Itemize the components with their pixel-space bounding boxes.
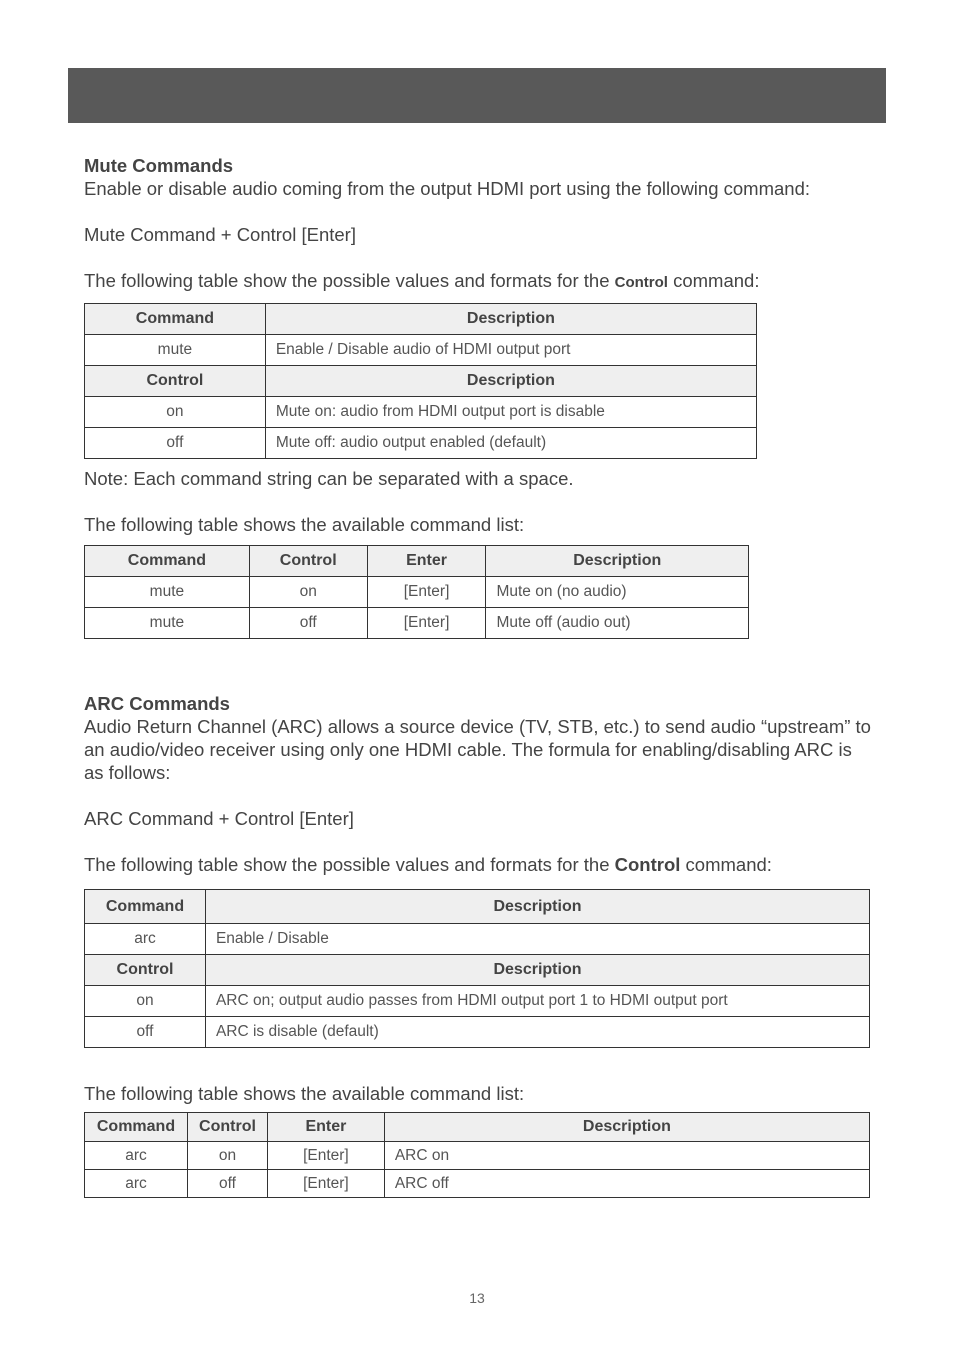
table-cell: on: [187, 1142, 267, 1170]
mute-values-table: [84, 303, 757, 459]
table-row: [85, 428, 757, 459]
arc-intro: Audio Return Channel (ARC) allows a source device (TV, STB, etc.) to send audio “upstream” to an audio/video receiver using only one HDMI cable. The formula for enabling/disabling ARC is as follows:: [84, 716, 871, 783]
table-header-cell: Control: [187, 1113, 267, 1142]
table-header-cell: Command: [85, 546, 250, 577]
mute-formula: Mute Command + Control [Enter]: [84, 224, 356, 245]
table-cell: on: [85, 986, 206, 1017]
table-cell: mute: [85, 608, 250, 639]
table-cell: mute: [85, 577, 250, 608]
table-row: [85, 1142, 870, 1170]
table-header-cell: Description: [205, 890, 869, 924]
table-cell: mute: [85, 335, 266, 366]
table-cell: [Enter]: [267, 1142, 384, 1170]
arc-command-list-table: [84, 1112, 870, 1198]
page-number: 13: [469, 1290, 485, 1306]
table-cell: off: [85, 1017, 206, 1048]
mute-list-intro: The following table shows the available command list:: [84, 514, 525, 535]
table-row: [85, 577, 749, 608]
mute-title: Mute Commands: [84, 155, 234, 176]
table-row: [85, 924, 870, 955]
table-header-row: [85, 546, 749, 577]
table-header-row: [85, 366, 757, 397]
table-cell: arc: [85, 924, 206, 955]
table-header-cell: Description: [265, 304, 756, 335]
table-row: [85, 986, 870, 1017]
header-bar: [68, 68, 886, 123]
arc-section-text: [84, 692, 874, 784]
table-cell: ARC on; output audio passes from HDMI output port 1 to HDMI output port: [205, 986, 869, 1017]
table-cell: Mute on: audio from HDMI output port is disable: [265, 397, 756, 428]
table-row: [85, 335, 757, 366]
mute-table-intro: [84, 269, 874, 294]
table-cell: Enable / Disable: [205, 924, 869, 955]
table-cell: [Enter]: [367, 608, 486, 639]
table-cell: ARC is disable (default): [205, 1017, 869, 1048]
table-cell: arc: [85, 1170, 188, 1198]
table-header-row: [85, 304, 757, 335]
arc-table-intro: [84, 853, 874, 876]
table-header-cell: Enter: [267, 1113, 384, 1142]
table-header-cell: Command: [85, 304, 266, 335]
arc-table-intro-pre: The following table show the possible values and formats for the: [84, 854, 615, 875]
table-cell: Mute off (audio out): [486, 608, 749, 639]
table-cell: ARC on: [384, 1142, 869, 1170]
mute-table-intro-pre: The following table show the possible values and formats for the: [84, 270, 615, 291]
table-cell: [Enter]: [267, 1170, 384, 1198]
table-header-cell: Control: [85, 366, 266, 397]
table-cell: off: [249, 608, 367, 639]
table-header-row: [85, 955, 870, 986]
table-cell: Enable / Disable audio of HDMI output port: [265, 335, 756, 366]
table-cell: [Enter]: [367, 577, 486, 608]
table-row: [85, 1017, 870, 1048]
table-header-cell: Description: [384, 1113, 869, 1142]
mute-command-list-table: [84, 545, 749, 639]
table-cell: Mute off: audio output enabled (default): [265, 428, 756, 459]
arc-table-intro-bold: Control: [614, 854, 681, 875]
table-cell: off: [85, 428, 266, 459]
table-header-cell: Description: [486, 546, 749, 577]
table-cell: off: [187, 1170, 267, 1198]
table-header-cell: Control: [85, 955, 206, 986]
arc-list-intro: The following table shows the available command list:: [84, 1083, 525, 1104]
table-header-cell: Command: [85, 890, 206, 924]
table-header-cell: Enter: [367, 546, 486, 577]
table-header-cell: Control: [249, 546, 367, 577]
table-cell: on: [85, 397, 266, 428]
arc-table-intro-post: command:: [680, 854, 772, 875]
mute-table-intro-bold: Control: [614, 274, 668, 291]
table-cell: arc: [85, 1142, 188, 1170]
table-header-cell: Description: [205, 955, 869, 986]
mute-section-text: [84, 154, 874, 200]
table-row: [85, 608, 749, 639]
table-cell: on: [249, 577, 367, 608]
table-header-cell: Command: [85, 1113, 188, 1142]
table-header-cell: Description: [265, 366, 756, 397]
table-row: [85, 397, 757, 428]
table-header-row: [85, 1113, 870, 1142]
mute-note: Note: Each command string can be separated with a space.: [84, 468, 574, 489]
arc-values-table: [84, 889, 870, 1048]
arc-title: ARC Commands: [84, 693, 230, 714]
arc-formula: ARC Command + Control [Enter]: [84, 808, 354, 829]
table-cell: Mute on (no audio): [486, 577, 749, 608]
mute-table-intro-post: command:: [667, 270, 760, 291]
table-row: [85, 1170, 870, 1198]
mute-intro: Enable or disable audio coming from the output HDMI port using the following command:: [84, 178, 810, 199]
table-header-row: [85, 890, 870, 924]
table-cell: ARC off: [384, 1170, 869, 1198]
